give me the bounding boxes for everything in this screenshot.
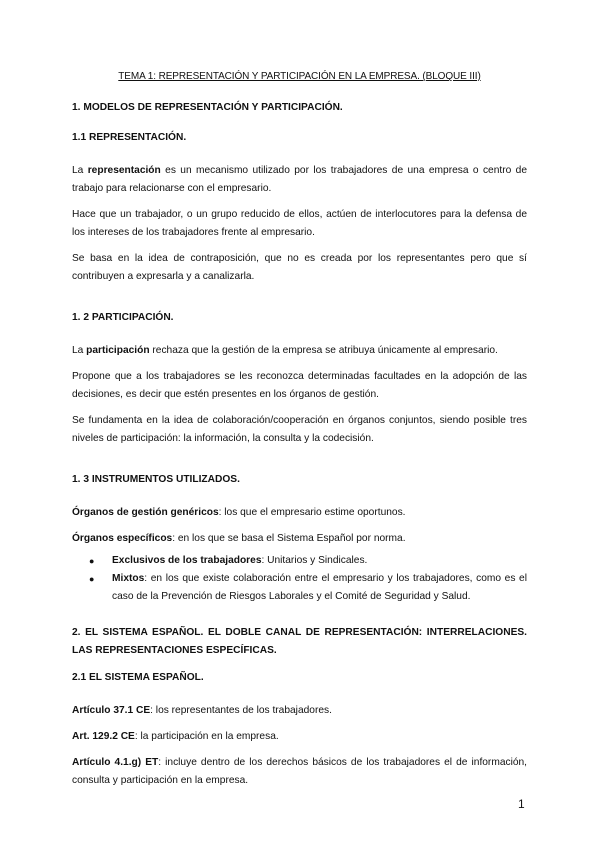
section-1-3-heading: 1. 3 INSTRUMENTOS UTILIZADOS.: [72, 474, 240, 485]
paragraph: Órganos específicos: en los que se basa el Sistema Español por norma.: [72, 533, 406, 544]
section-1-1-heading: 1.1 REPRESENTACIÓN.: [72, 132, 187, 143]
bullet-list: [72, 552, 527, 606]
section-2-heading: 2. EL SISTEMA ESPAÑOL. EL DOBLE CANAL DE REPRESENTACIÓN: INTERRELACIONES. LAS REPRESENTACIONES ESPECÍFICAS.: [72, 627, 527, 656]
bullet-icon: ●: [89, 556, 95, 566]
paragraph: Art. 129.2 CE: la participación en la empresa.: [72, 731, 279, 742]
paragraph: Artículo 4.1.g) ET: incluye dentro de los derechos básicos de los trabajadores el de información, consulta y participación en la empresa.: [72, 757, 527, 786]
paragraph: Hace que un trabajador, o un grupo reducido de ellos, actúen de interlocutores para la defensa de los intereses de los trabajadores frente al empresario.: [72, 209, 527, 238]
paragraph: Propone que a los trabajadores se les reconozca determinadas facultades en la adopción de las decisiones, es decir que estén presentes en los órganos de gestión.: [72, 371, 527, 400]
document-title: TEMA 1: REPRESENTACIÓN Y PARTICIPACIÓN EN LA EMPRESA. (BLOQUE III): [118, 71, 481, 82]
page-content: [72, 71, 527, 798]
paragraph: Se basa en la idea de contraposición, que no es creada por los representantes pero que sí contribuyen a expresarla y a canalizarla.: [72, 253, 527, 282]
paragraph: Artículo 37.1 CE: los representantes de los trabajadores.: [72, 705, 332, 716]
paragraph: La representación es un mecanismo utilizado por los trabajadores de una empresa o centro de trabajo para relacionarse con el empresario.: [72, 165, 527, 194]
page-number: 1: [518, 797, 525, 811]
section-1-heading: 1. MODELOS DE REPRESENTACIÓN Y PARTICIPACIÓN.: [72, 102, 343, 113]
paragraph: La participación rechaza que la gestión de la empresa se atribuya únicamente al empresario.: [72, 345, 498, 356]
bullet-icon: ●: [89, 574, 95, 584]
list-item: ● Exclusivos de los trabajadores: Unitarios y Sindicales.: [112, 552, 527, 570]
section-1-2-heading: 1. 2 PARTICIPACIÓN.: [72, 312, 174, 323]
paragraph: Órganos de gestión genéricos: los que el empresario estime oportunos.: [72, 507, 406, 518]
list-item: ● Mixtos: en los que existe colaboración entre el empresario y los trabajadores, como es el caso de la Prevención de Riesgos Laborales y el Comité de Seguridad y Salud.: [112, 570, 527, 606]
section-2-1-heading: 2.1 EL SISTEMA ESPAÑOL.: [72, 672, 204, 683]
paragraph: Se fundamenta en la idea de colaboración/cooperación en órganos conjuntos, siendo posible tres niveles de participación: la información, la consulta y la codecisión.: [72, 415, 527, 444]
